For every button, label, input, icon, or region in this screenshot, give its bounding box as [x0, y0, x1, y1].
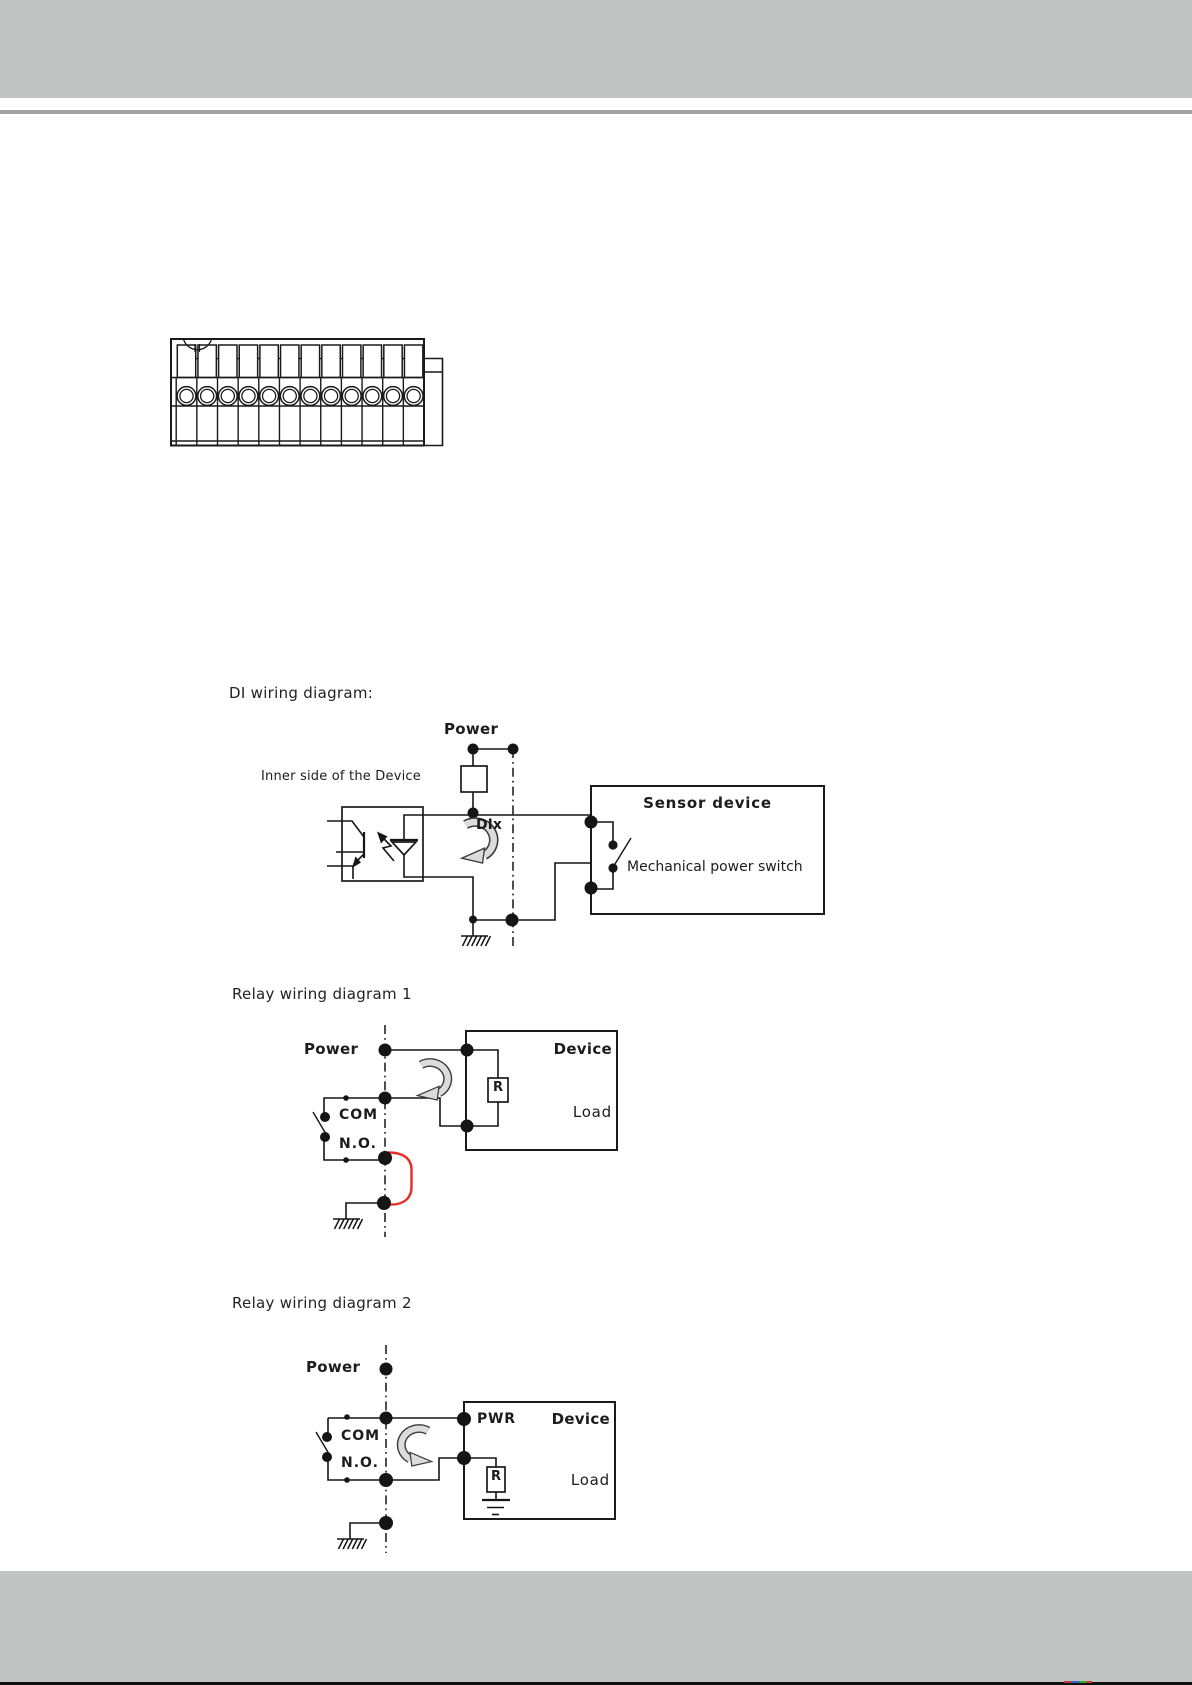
relay2-resistor-label: R [490, 1469, 501, 1484]
di-resistor [461, 766, 487, 792]
relay1-no-label: N.O. [339, 1136, 377, 1152]
relay2-diagram-art [316, 1345, 615, 1553]
relay1-load-label: Load [572, 1103, 612, 1121]
relay1-com-label: COM [339, 1107, 379, 1123]
led-triangle [392, 842, 416, 855]
relay2-pwr-label: PWR [477, 1411, 516, 1427]
di-power-label: Power [444, 720, 499, 738]
relay1-diagram-title: Relay wiring diagram 1 [232, 985, 412, 1003]
relay2-curl-arrow [401, 1429, 431, 1466]
ground-symbol [333, 1219, 363, 1229]
ground-symbol [337, 1539, 367, 1549]
relay2-diagram-title: Relay wiring diagram 2 [232, 1294, 412, 1312]
relay2-no-label: N.O. [341, 1455, 379, 1471]
mechanical-power-switch-label: Mechanical power switch [627, 859, 803, 875]
sensor-device-box-title: Sensor device [643, 794, 772, 812]
di-pin-label: DIx [476, 817, 502, 833]
relay1-curl-arrow [417, 1063, 447, 1100]
relay2-load-label: Load [570, 1471, 610, 1489]
ground-symbol [461, 936, 491, 946]
terminal-block-units [176, 345, 423, 445]
relay2-power-label: Power [306, 1358, 361, 1376]
di-diagram-title: DI wiring diagram: [229, 684, 374, 702]
relay2-com-label: COM [341, 1428, 381, 1444]
terminal-block-drawing [171, 339, 443, 446]
relay1-resistor-label: R [492, 1080, 503, 1095]
di-inner-side-label: Inner side of the Device [261, 769, 421, 784]
relay1-power-label: Power [304, 1040, 359, 1058]
relay2-device-box-title: Device [551, 1410, 610, 1428]
relay1-device-box-title: Device [553, 1040, 612, 1058]
